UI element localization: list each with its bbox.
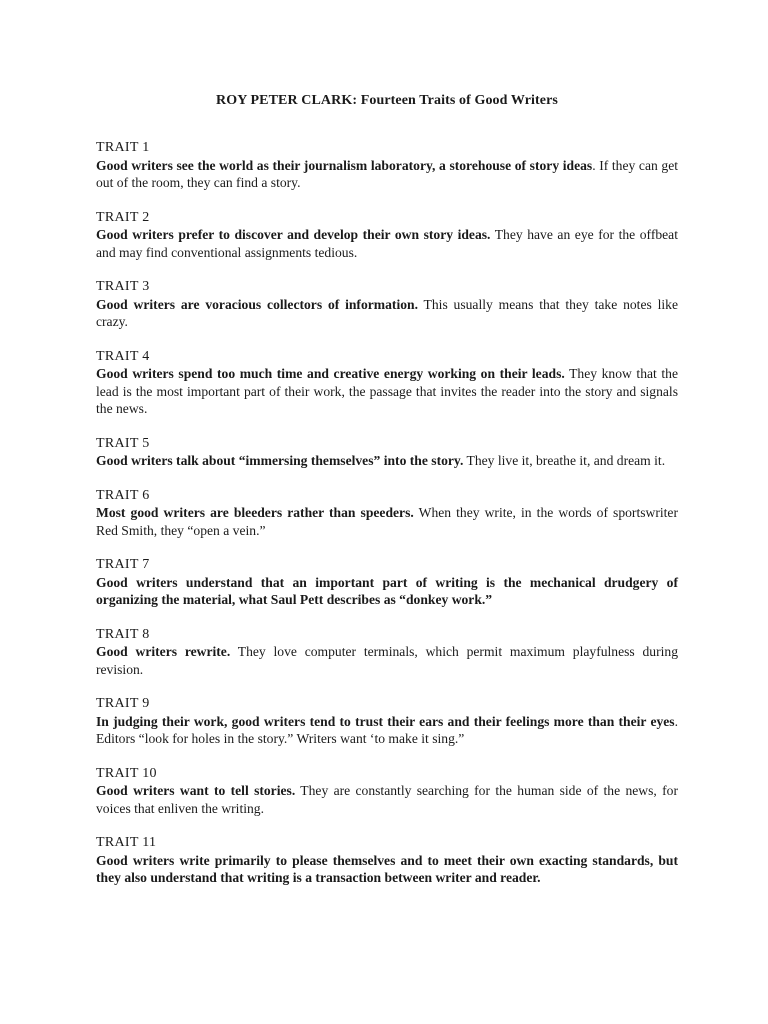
trait-item	[96, 139, 678, 192]
trait-item	[96, 834, 678, 887]
trait-bold-statement: Good writers spend too much time and creative energy working on their leads.	[96, 366, 565, 381]
trait-body	[96, 296, 678, 331]
trait-bold-statement: Good writers write primarily to please themselves and to meet their own exacting standards, but they also understand that writing is a transaction between writer and reader.	[96, 852, 678, 885]
trait-body	[96, 782, 678, 817]
trait-bold-statement: Good writers prefer to discover and develop their own story ideas.	[96, 227, 491, 242]
trait-body	[96, 452, 678, 470]
trait-item	[96, 209, 678, 262]
trait-description: When they write, in the words of sportswriter Red Smith, they “open a vein.”	[96, 505, 678, 538]
trait-item	[96, 435, 678, 470]
trait-body	[96, 504, 678, 539]
trait-heading: TRAIT 4	[96, 348, 150, 364]
trait-description: They live it, breathe it, and dream it.	[463, 453, 666, 468]
trait-bold-statement: Good writers rewrite.	[96, 644, 231, 659]
trait-description: They know that the lead is the most important part of their work, the passage that invites the reader into the story and signals the news.	[96, 366, 679, 416]
trait-body	[96, 157, 678, 192]
trait-bold-statement: Good writers understand that an important part of writing is the mechanical drudgery of organizing the material, what Saul Pett describes as “donkey work.”	[96, 574, 678, 607]
trait-description: This usually means that they take notes like crazy.	[96, 296, 678, 329]
document-title: ROY PETER CLARK: Fourteen Traits of Good Writers	[216, 93, 558, 108]
trait-item	[96, 487, 678, 540]
trait-bold-statement: In judging their work, good writers tend to trust their ears and their feelings more than their eyes	[96, 713, 675, 729]
trait-bold-statement: Good writers talk about “immersing themselves” into the story.	[96, 453, 464, 468]
trait-description: They have an eye for the offbeat and may find conventional assignments tedious.	[96, 227, 678, 260]
trait-body	[96, 643, 678, 678]
trait-description: . Editors “look for holes in the story.” Writers want ‘to make it sing.”	[96, 713, 678, 746]
trait-heading: TRAIT 9	[96, 696, 150, 711]
trait-bold-statement: Good writers see the world as their journalism laboratory, a storehouse of story ideas	[96, 157, 593, 173]
trait-body	[96, 574, 678, 609]
trait-item	[96, 626, 678, 679]
trait-body	[96, 852, 678, 887]
trait-body	[96, 226, 678, 261]
trait-bold-statement: Good writers want to tell stories.	[96, 783, 296, 798]
trait-bold-statement: Most good writers are bleeders rather than speeders.	[96, 505, 414, 520]
trait-item	[96, 695, 678, 748]
trait-bold-statement: Good writers are voracious collectors of information.	[96, 296, 418, 312]
trait-heading: TRAIT 11	[96, 835, 157, 850]
trait-heading: TRAIT 7	[96, 557, 150, 572]
trait-body	[96, 713, 678, 748]
trait-heading: TRAIT 6	[96, 487, 150, 503]
trait-item	[96, 348, 678, 418]
trait-description: . If they can get out of the room, they can find a story.	[96, 157, 678, 190]
trait-heading: TRAIT 2	[96, 209, 150, 225]
trait-description: They love computer terminals, which permit maximum playfulness during revision.	[96, 644, 678, 677]
trait-item	[96, 765, 678, 818]
trait-item	[96, 556, 678, 609]
trait-heading: TRAIT 8	[96, 626, 150, 642]
trait-heading: TRAIT 1	[96, 140, 150, 155]
trait-heading: TRAIT 10	[96, 765, 157, 781]
trait-list	[96, 139, 678, 887]
trait-heading: TRAIT 5	[96, 435, 150, 451]
trait-heading: TRAIT 3	[96, 279, 150, 294]
trait-description: They are constantly searching for the human side of the news, for voices that enliven the writing.	[96, 783, 678, 816]
trait-body	[96, 365, 678, 418]
document-page	[96, 0, 678, 904]
trait-item	[96, 278, 678, 331]
